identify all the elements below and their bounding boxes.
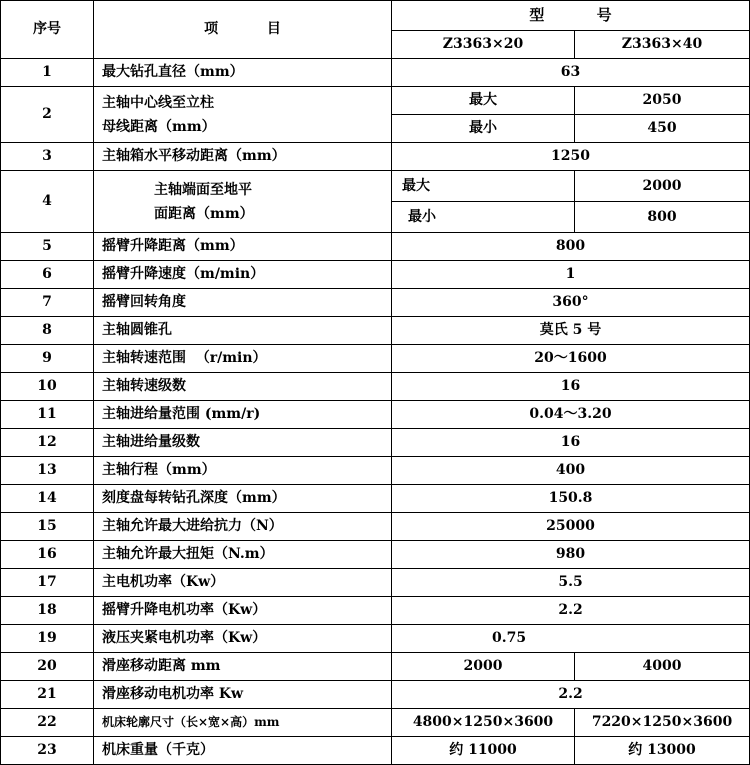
max-value: 2050 [575,87,750,115]
row-no: 17 [1,569,94,597]
row-value: 0.75 [392,625,750,653]
row-value: 1 [392,261,750,289]
row-item [94,171,392,233]
header-model-a: Z3363×20 [392,31,575,59]
row-value: 150.8 [392,485,750,513]
row-value: 16 [392,373,750,401]
row-item: 摇臂回转角度 [94,289,392,317]
header-row [1,1,750,31]
row-item: 摇臂升降电机功率（Kw） [94,597,392,625]
row-item: 主轴转速范围 （r/min） [94,345,392,373]
row-value: 2.2 [392,681,750,709]
row-item: 主轴圆锥孔 [94,317,392,345]
row-no: 6 [1,261,94,289]
row-item [94,87,392,143]
row-item-line1: 主轴端面至地平 [154,181,252,198]
row-value-b: 约 13000 [575,737,750,765]
row-item-line2: 母线距离（mm） [102,118,216,135]
table-row [1,681,750,709]
table-row [1,709,750,737]
table-row [1,541,750,569]
row-value: 360° [392,289,750,317]
table-row [1,317,750,345]
row-no: 18 [1,597,94,625]
row-item: 主轴转速级数 [94,373,392,401]
table-row [1,597,750,625]
table-row [1,373,750,401]
row-no: 7 [1,289,94,317]
row-item: 液压夹紧电机功率（Kw） [94,625,392,653]
max-value: 2000 [575,171,750,202]
row-value: 2.2 [392,597,750,625]
row-no: 23 [1,737,94,765]
table-row [1,401,750,429]
row-no: 5 [1,233,94,261]
row-no: 13 [1,457,94,485]
table-row [1,513,750,541]
row-item: 主电机功率（Kw） [94,569,392,597]
row-item: 主轴行程（mm） [94,457,392,485]
min-label: 最小 [392,115,575,143]
row-item: 主轴箱水平移动距离（mm） [94,143,392,171]
min-value: 800 [575,202,750,233]
row-value: 5.5 [392,569,750,597]
row-no: 21 [1,681,94,709]
row-no: 9 [1,345,94,373]
row-item: 最大钻孔直径（mm） [94,59,392,87]
table-row [1,737,750,765]
row-no: 1 [1,59,94,87]
header-no: 序号 [1,1,94,59]
header-model: 型 号 [392,1,750,31]
min-value: 450 [575,115,750,143]
row-item: 主轴允许最大扭矩（N.m） [94,541,392,569]
row-value: 1250 [392,143,750,171]
row-no: 19 [1,625,94,653]
row-item: 机床轮廓尺寸（长×宽×高）mm [94,709,392,737]
table-row [1,87,750,115]
row-item: 主轴进给量级数 [94,429,392,457]
row-no: 11 [1,401,94,429]
max-label: 最大 [392,171,575,202]
row-item: 主轴允许最大进给抗力（N） [94,513,392,541]
table-row [1,485,750,513]
row-value: 0.04～3.20 [392,401,750,429]
row-value: 20～1600 [392,345,750,373]
max-label: 最大 [392,87,575,115]
table-row [1,569,750,597]
table-row [1,457,750,485]
row-value: 莫氏 5 号 [392,317,750,345]
row-no: 3 [1,143,94,171]
row-value: 400 [392,457,750,485]
table-row [1,625,750,653]
row-item: 刻度盘每转钻孔深度（mm） [94,485,392,513]
row-no: 14 [1,485,94,513]
row-no: 20 [1,653,94,681]
row-item-line1: 主轴中心线至立柱 [102,94,214,111]
row-item: 主轴进给量范围 (mm/r) [94,401,392,429]
row-no: 4 [1,171,94,233]
row-value: 63 [392,59,750,87]
table-row [1,59,750,87]
table-row [1,261,750,289]
row-item-line2: 面距离（mm） [154,205,254,222]
row-no: 15 [1,513,94,541]
table-row [1,653,750,681]
row-value: 25000 [392,513,750,541]
row-value: 800 [392,233,750,261]
row-no: 16 [1,541,94,569]
row-item: 摇臂升降距离（mm） [94,233,392,261]
row-value: 980 [392,541,750,569]
row-value-b: 4000 [575,653,750,681]
row-item: 滑座移动电机功率 Kw [94,681,392,709]
table-row [1,171,750,202]
row-no: 22 [1,709,94,737]
row-item: 机床重量（千克） [94,737,392,765]
row-no: 8 [1,317,94,345]
row-value-b: 7220×1250×3600 [575,709,750,737]
row-item: 摇臂升降速度（m/min） [94,261,392,289]
row-no: 2 [1,87,94,143]
row-no: 10 [1,373,94,401]
row-value: 16 [392,429,750,457]
min-label: 最小 [392,202,575,233]
table-row [1,429,750,457]
table-row [1,345,750,373]
table-row [1,143,750,171]
row-value-a: 4800×1250×3600 [392,709,575,737]
row-item: 滑座移动距离 mm [94,653,392,681]
row-value-a: 约 11000 [392,737,575,765]
table-row [1,289,750,317]
row-value-a: 2000 [392,653,575,681]
table-row [1,233,750,261]
header-item: 项 目 [94,1,392,59]
header-model-b: Z3363×40 [575,31,750,59]
row-no: 12 [1,429,94,457]
